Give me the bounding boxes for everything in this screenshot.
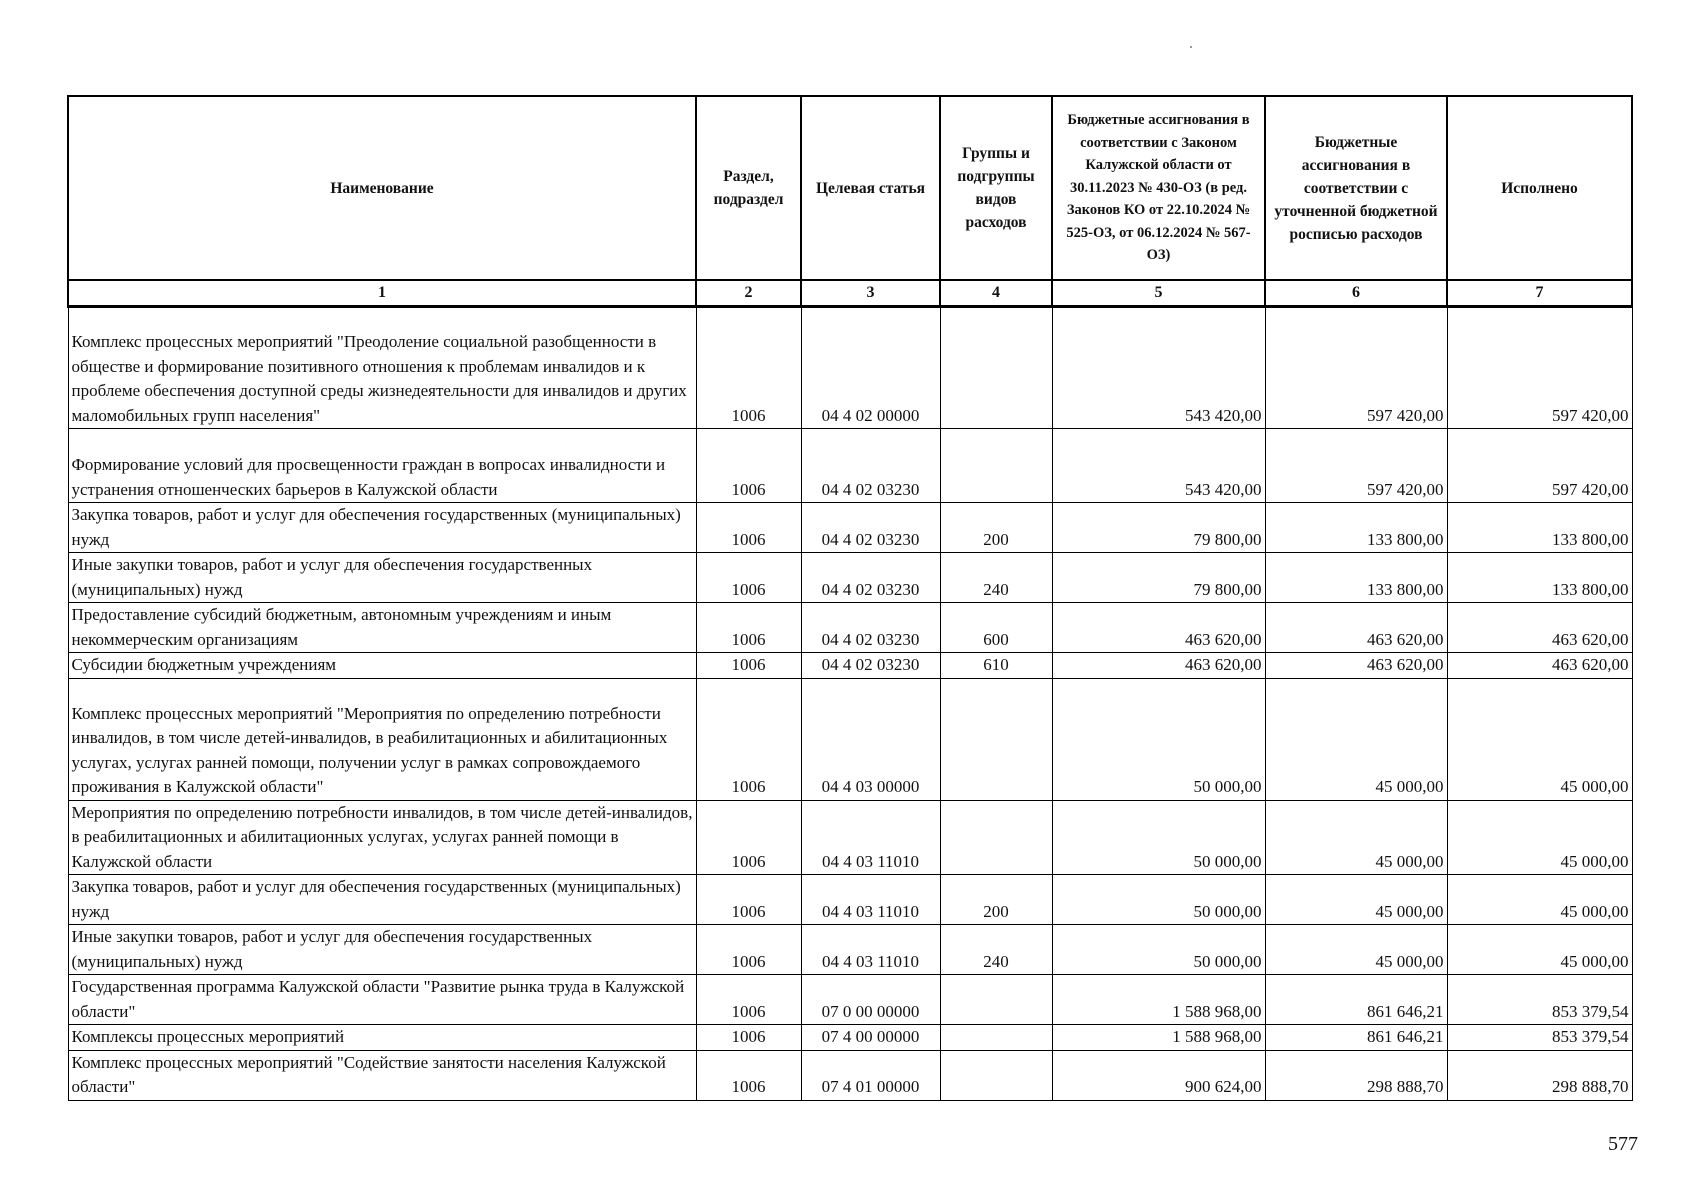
row-group xyxy=(940,429,1052,503)
row-section: 1006 xyxy=(696,603,801,653)
row-section: 1006 xyxy=(696,925,801,975)
row-name: Мероприятия по определению потребности инвалидов, в том числе детей-инвалидов, в реабилитационных и абилитационных услугах, услугах ранней помощи в Калужской области xyxy=(68,800,696,875)
row-assigned: 50 000,00 xyxy=(1052,800,1265,875)
row-executed: 463 620,00 xyxy=(1447,653,1632,679)
row-refined: 45 000,00 xyxy=(1265,925,1447,975)
row-article: 07 0 00 00000 xyxy=(801,975,940,1025)
header-row xyxy=(68,96,1632,280)
header-target-article: Целевая статья xyxy=(801,96,940,280)
row-name: Комплексы процессных мероприятий xyxy=(68,1025,696,1051)
header-name: Наименование xyxy=(68,96,696,280)
row-article: 04 4 02 03230 xyxy=(801,553,940,603)
row-name: Закупка товаров, работ и услуг для обеспечения государственных (муниципальных) нужд xyxy=(68,503,696,553)
row-name: Предоставление субсидий бюджетным, автономным учреждениям и иным некоммерческим организациям xyxy=(68,603,696,653)
row-group: 610 xyxy=(940,653,1052,679)
row-executed: 45 000,00 xyxy=(1447,875,1632,925)
scan-speck xyxy=(1190,46,1192,48)
row-name: Иные закупки товаров, работ и услуг для обеспечения государственных (муниципальных) нужд xyxy=(68,925,696,975)
header-law-assignments: Бюджетные ассигнования в соответствии с Законом Калужской области от 30.11.2023 № 430-ОЗ (в ред. Законов КО от 22.10.2024 № 525-ОЗ, от 06.12.2024 № 567-ОЗ) xyxy=(1052,96,1265,280)
header-refined-assignments: Бюджетные ассигнования в соответствии с уточненной бюджетной росписью расходов xyxy=(1265,96,1447,280)
table-row xyxy=(68,653,1632,679)
row-name: Субсидии бюджетным учреждениям xyxy=(68,653,696,679)
column-number: 1 xyxy=(68,280,696,307)
row-article: 04 4 02 00000 xyxy=(801,307,940,429)
column-number: 4 xyxy=(940,280,1052,307)
row-refined: 45 000,00 xyxy=(1265,800,1447,875)
row-assigned: 79 800,00 xyxy=(1052,553,1265,603)
row-refined: 45 000,00 xyxy=(1265,678,1447,800)
row-name: Иные закупки товаров, работ и услуг для обеспечения государственных (муниципальных) нужд xyxy=(68,553,696,603)
row-name: Комплекс процессных мероприятий "Преодоление социальной разобщенности в обществе и формирование позитивного отношения к проблемам инвалидов и к проблеме обеспечения доступной среды жизнедеятельности для инвалидов и других маломобильных групп населения" xyxy=(68,307,696,429)
row-group xyxy=(940,1025,1052,1051)
row-section: 1006 xyxy=(696,429,801,503)
row-assigned: 50 000,00 xyxy=(1052,925,1265,975)
row-refined: 861 646,21 xyxy=(1265,975,1447,1025)
row-group xyxy=(940,307,1052,429)
row-group: 240 xyxy=(940,925,1052,975)
row-group xyxy=(940,800,1052,875)
column-number: 2 xyxy=(696,280,801,307)
budget-table xyxy=(67,95,1633,1101)
row-refined: 45 000,00 xyxy=(1265,875,1447,925)
row-executed: 597 420,00 xyxy=(1447,429,1632,503)
table-row xyxy=(68,553,1632,603)
row-group xyxy=(940,1050,1052,1100)
row-section: 1006 xyxy=(696,678,801,800)
header-section: Раздел, подраздел xyxy=(696,96,801,280)
row-assigned: 50 000,00 xyxy=(1052,875,1265,925)
row-article: 04 4 02 03230 xyxy=(801,429,940,503)
table-row xyxy=(68,800,1632,875)
row-name: Формирование условий для просвещенности граждан в вопросах инвалидности и устранения отношенческих барьеров в Калужской области xyxy=(68,429,696,503)
row-assigned: 50 000,00 xyxy=(1052,678,1265,800)
row-refined: 463 620,00 xyxy=(1265,653,1447,679)
row-group xyxy=(940,678,1052,800)
row-section: 1006 xyxy=(696,800,801,875)
row-executed: 298 888,70 xyxy=(1447,1050,1632,1100)
row-assigned: 1 588 968,00 xyxy=(1052,1025,1265,1051)
row-group: 200 xyxy=(940,875,1052,925)
row-refined: 463 620,00 xyxy=(1265,603,1447,653)
row-assigned: 463 620,00 xyxy=(1052,603,1265,653)
row-refined: 597 420,00 xyxy=(1265,307,1447,429)
row-assigned: 79 800,00 xyxy=(1052,503,1265,553)
row-assigned: 900 624,00 xyxy=(1052,1050,1265,1100)
column-number: 6 xyxy=(1265,280,1447,307)
row-article: 04 4 03 11010 xyxy=(801,800,940,875)
row-section: 1006 xyxy=(696,1050,801,1100)
table-row xyxy=(68,503,1632,553)
row-executed: 463 620,00 xyxy=(1447,603,1632,653)
column-number: 7 xyxy=(1447,280,1632,307)
row-section: 1006 xyxy=(696,553,801,603)
row-assigned: 1 588 968,00 xyxy=(1052,975,1265,1025)
table-row xyxy=(68,1050,1632,1100)
row-section: 1006 xyxy=(696,307,801,429)
row-article: 07 4 01 00000 xyxy=(801,1050,940,1100)
table-row xyxy=(68,603,1632,653)
row-article: 04 4 03 11010 xyxy=(801,875,940,925)
row-section: 1006 xyxy=(696,653,801,679)
row-executed: 133 800,00 xyxy=(1447,503,1632,553)
row-article: 04 4 02 03230 xyxy=(801,653,940,679)
row-refined: 597 420,00 xyxy=(1265,429,1447,503)
row-section: 1006 xyxy=(696,1025,801,1051)
row-executed: 853 379,54 xyxy=(1447,975,1632,1025)
row-article: 04 4 02 03230 xyxy=(801,503,940,553)
row-article: 07 4 00 00000 xyxy=(801,1025,940,1051)
row-executed: 45 000,00 xyxy=(1447,925,1632,975)
row-executed: 45 000,00 xyxy=(1447,678,1632,800)
table-row xyxy=(68,429,1632,503)
row-name: Закупка товаров, работ и услуг для обеспечения государственных (муниципальных) нужд xyxy=(68,875,696,925)
row-assigned: 543 420,00 xyxy=(1052,429,1265,503)
page-number: 577 xyxy=(1608,1133,1638,1155)
header-executed: Исполнено xyxy=(1447,96,1632,280)
row-executed: 133 800,00 xyxy=(1447,553,1632,603)
row-section: 1006 xyxy=(696,875,801,925)
row-article: 04 4 03 00000 xyxy=(801,678,940,800)
row-article: 04 4 02 03230 xyxy=(801,603,940,653)
row-group: 600 xyxy=(940,603,1052,653)
row-refined: 133 800,00 xyxy=(1265,503,1447,553)
table-row xyxy=(68,875,1632,925)
row-refined: 861 646,21 xyxy=(1265,1025,1447,1051)
table-row xyxy=(68,975,1632,1025)
row-name: Комплекс процессных мероприятий "Содействие занятости населения Калужской области" xyxy=(68,1050,696,1100)
row-refined: 133 800,00 xyxy=(1265,553,1447,603)
table-row xyxy=(68,925,1632,975)
table-row xyxy=(68,678,1632,800)
column-number: 5 xyxy=(1052,280,1265,307)
row-name: Государственная программа Калужской области "Развитие рынка труда в Калужской области" xyxy=(68,975,696,1025)
row-assigned: 463 620,00 xyxy=(1052,653,1265,679)
row-section: 1006 xyxy=(696,975,801,1025)
row-section: 1006 xyxy=(696,503,801,553)
row-group xyxy=(940,975,1052,1025)
row-executed: 45 000,00 xyxy=(1447,800,1632,875)
row-executed: 853 379,54 xyxy=(1447,1025,1632,1051)
column-number: 3 xyxy=(801,280,940,307)
header-expense-groups: Группы и подгруппы видов расходов xyxy=(940,96,1052,280)
column-number-row xyxy=(68,280,1632,307)
row-article: 04 4 03 11010 xyxy=(801,925,940,975)
row-group: 240 xyxy=(940,553,1052,603)
row-group: 200 xyxy=(940,503,1052,553)
row-assigned: 543 420,00 xyxy=(1052,307,1265,429)
row-name: Комплекс процессных мероприятий "Мероприятия по определению потребности инвалидов, в том числе детей-инвалидов, в реабилитационных и абилитационных услугах, услугах ранней помощи, получении услуг в рамках сопровождаемого проживания в Калужской области" xyxy=(68,678,696,800)
table-row xyxy=(68,307,1632,429)
table-row xyxy=(68,1025,1632,1051)
row-refined: 298 888,70 xyxy=(1265,1050,1447,1100)
row-executed: 597 420,00 xyxy=(1447,307,1632,429)
